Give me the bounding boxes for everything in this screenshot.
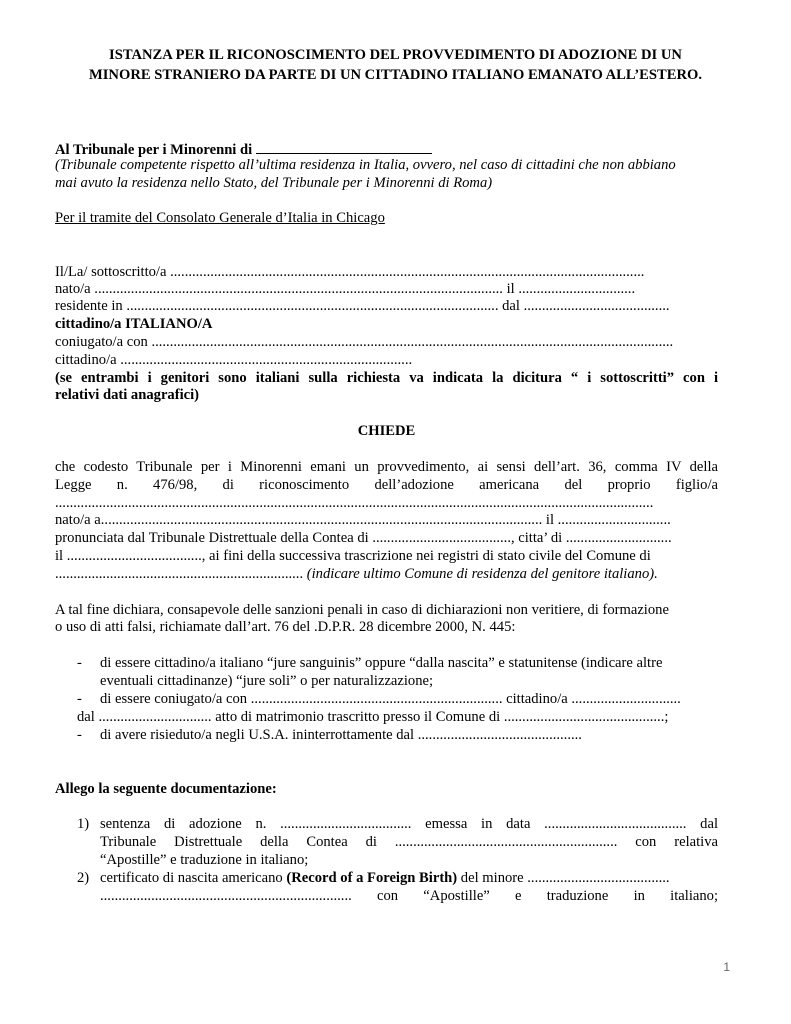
- consulate-line: [55, 209, 718, 227]
- document-title-line-1: ISTANZA PER IL RICONOSCIMENTO DEL PROVVEDIMENTO DI ADOZIONE DI UN: [109, 47, 682, 63]
- attachment-1-line-1: sentenza di adozione n. .................................... emessa in data ....................................... dal: [100, 816, 718, 832]
- attachment-1-line-3: “Apostille” e traduzione in italiano;: [100, 852, 309, 868]
- both-parents-note-line-2: relativi dati anagrafici): [55, 387, 200, 403]
- addressee-note-line-1: (Tribunale competente rispetto all’ultima residenza in Italia, ovvero, nel caso di cittadini che non abbiano: [55, 157, 676, 173]
- birth-certificate-text: certificato di nascita americano: [100, 870, 287, 886]
- attachment-1-line-2: Tribunale Distrettuale della Contea di ............................................................. con relativa: [100, 834, 718, 850]
- applicant-residence-line: residente in ...................................................................................................... dal ........................................: [55, 298, 670, 314]
- request-line-3: ....................................................................................................................................................................: [55, 495, 654, 511]
- minor-blank: del minore .......................................: [457, 870, 670, 886]
- document-title-line-2: MINORE STRANIERO DA PARTE DI UN CITTADINO ITALIANO EMANATO ALL’ESTERO.: [88, 67, 703, 83]
- attachment-number-1: 1): [77, 816, 90, 832]
- request-heading: CHIEDE: [357, 423, 416, 439]
- request-line-4: nato/a a......................................................................................................................... il ...............................: [55, 512, 671, 528]
- consulate-text: Per il tramite del Consolato Generale d’Italia in Chicago: [55, 210, 385, 226]
- attachment-number-2: 2): [77, 870, 90, 886]
- attachment-2-line-2: ..................................................................... con “Apostille” e traduzione in italiano;: [100, 888, 718, 904]
- spouse-line: coniugato/a con ...............................................................................................................................................: [55, 334, 674, 350]
- spouse-citizenship-line: cittadino/a ................................................................................: [55, 352, 413, 368]
- tribunal-name-blank: [256, 139, 432, 154]
- comune-note: (indicare ultimo Comune di residenza del genitore italiano).: [306, 566, 658, 582]
- marriage-bullet-line-1: di essere coniugato/a con ..................................................................... cittadino/a ..............................: [100, 691, 681, 707]
- comune-blank: ....................................................................: [55, 566, 307, 582]
- request-line-2: Legge n. 476/98, di riconoscimento dell’adozione americana del proprio figlio/a: [55, 477, 718, 493]
- request-line-7: [55, 565, 718, 583]
- bullet-mark-1: -: [77, 655, 82, 671]
- bullet-mark-3: -: [77, 727, 82, 743]
- applicant-name-line: Il/La/ sottoscritto/a ..................................................................................................................................: [55, 264, 645, 280]
- applicant-birth-line: nato/a ................................................................................................................ il ................................: [55, 281, 636, 297]
- declaration-line-1: A tal fine dichiara, consapevole delle sanzioni penali in caso di dichiarazioni non veritiere, di formazione: [55, 602, 669, 618]
- attachment-2-line-1: [100, 869, 718, 887]
- page-number: 1: [723, 960, 730, 974]
- request-line-1: che codesto Tribunale per i Minorenni emani un provvedimento, ai sensi dell’art. 36, comma IV della: [55, 459, 718, 475]
- record-of-foreign-birth: (Record of a Foreign Birth): [286, 870, 458, 886]
- marriage-bullet-line-2: dal ............................... atto di matrimonio trascritto presso il Comune di ............................................;: [77, 709, 669, 725]
- addressee-note-line-2: mai avuto la residenza nello Stato, del Tribunale per i Minorenni di Roma): [55, 175, 493, 191]
- applicant-citizenship-line: cittadino/a ITALIANO/A: [55, 316, 213, 332]
- addressee-label: Al Tribunale per i Minorenni di: [55, 142, 256, 158]
- both-parents-note-line-1: (se entrambi i genitori sono italiani sulla richiesta va indicata la dicitura “ i sottoscritti” con i: [55, 370, 718, 386]
- residence-bullet-line-1: di avere risieduto/a negli U.S.A. ininterrottamente dal .............................................: [100, 727, 582, 743]
- bullet-mark-2: -: [77, 691, 82, 707]
- citizenship-bullet-line-2: eventuali cittadinanze) “jure soli” o per naturalizzazione;: [100, 673, 434, 689]
- citizenship-bullet-line-1: di essere cittadino/a italiano “jure sanguinis” oppure “dalla nascita” e statunitense (indicare altre: [100, 655, 663, 671]
- request-line-6: il ....................................., ai fini della successiva trascrizione nei registri di stato civile del Comune di: [55, 548, 651, 564]
- request-line-5: pronunciata dal Tribunale Distrettuale della Contea di ......................................, citta’ di .............................: [55, 530, 672, 546]
- attachments-heading: Allego la seguente documentazione:: [55, 781, 277, 797]
- declaration-line-2: o uso di atti falsi, richiamate dall’art. 76 del .D.P.R. 28 dicembre 2000, N. 445:: [55, 619, 516, 635]
